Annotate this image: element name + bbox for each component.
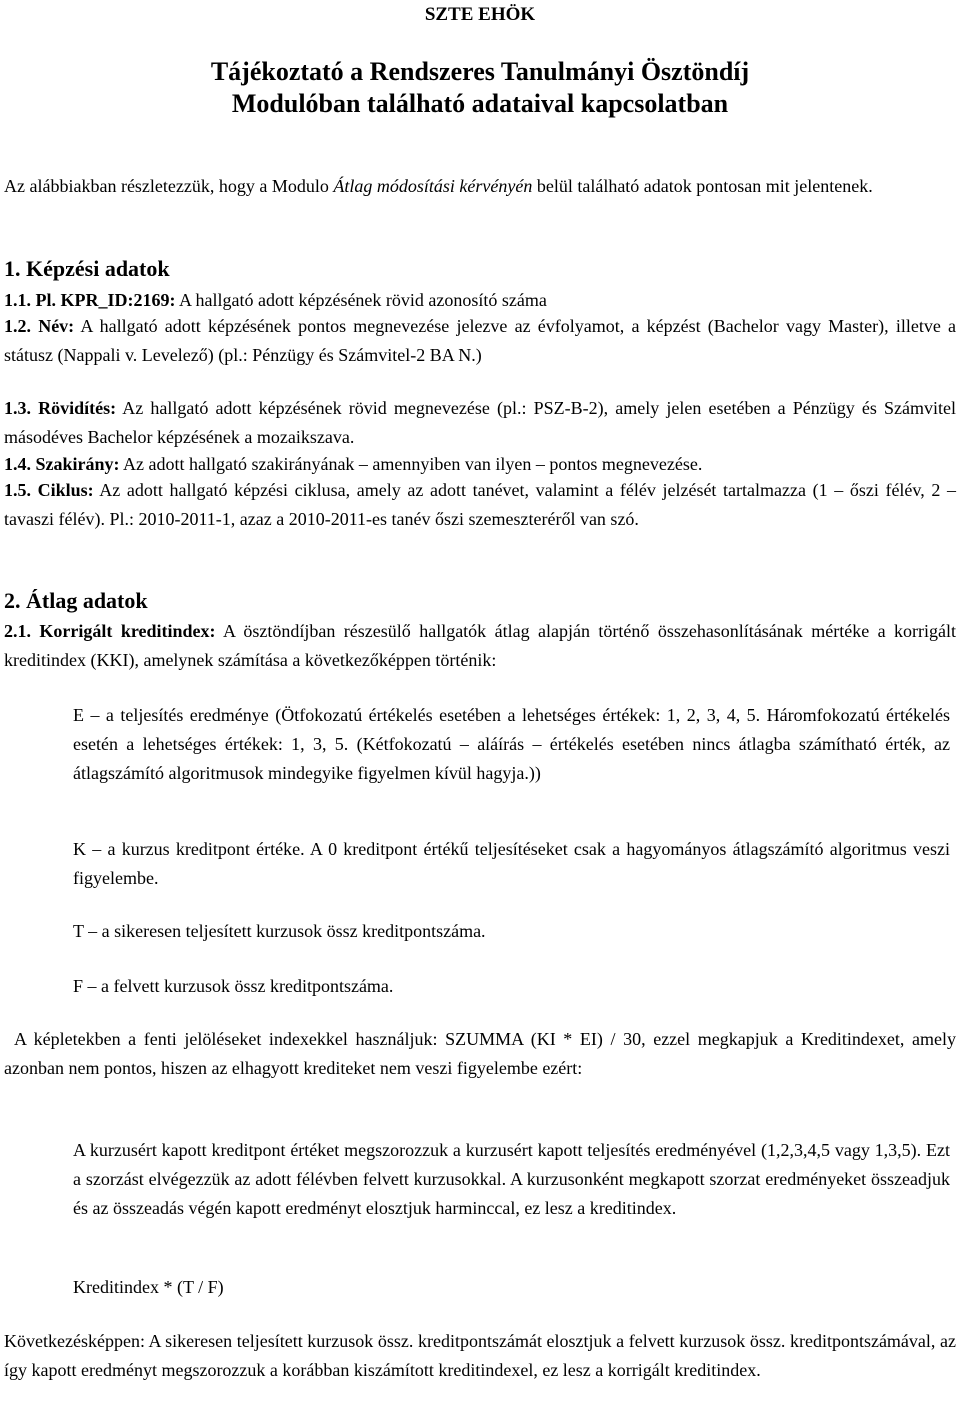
formula-corrected: Kreditindex * (T / F) (73, 1277, 224, 1297)
title-line-2: Modulóban található adataival kapcsolatban (231, 89, 729, 118)
item-2-1: 2.1. Korrigált kreditindex: A ösztöndíjban részesülő hallgatók átlag alapján történő összehasonlításának mértéke a korrigált kreditindex (KKI), amelynek számítása a következőképpen történik: (4, 621, 957, 670)
item-1-5: 1.5. Ciklus: Az adott hallgató képzési ciklusa, amely az adott tanévet, valamint a félév jelzését tartalmazza (1 – őszi félév, 2 – tavaszi félév). Pl.: 2010-2011-1, azaz a 2010-2011-es tanév őszi szemeszteréről van szó. (4, 480, 956, 529)
section-2-heading: 2. Átlag adatok (4, 588, 148, 613)
item-1-4: 1.4. Szakirány: Az adott hallgató szakirányának – amennyiben van ilyen – pontos megnevezése. (4, 454, 703, 474)
title-line-1: Tájékoztató a Rendszeres Tanulmányi Ösztöndíj (210, 57, 750, 86)
organization-name: SZTE EHÖK (424, 4, 536, 25)
item-1-3: 1.3. Rövidítés: Az hallgató adott képzésének rövid megnevezése (pl.: PSZ-B-2), amely jelen esetében a Pénzügy és Számvitel másodéves Bachelor képzésének a mozaikszava. (4, 398, 956, 447)
intro-paragraph: Az alábbiakban részletezzük, hogy a Modulo Átlag módosítási kérvényén belül található adatok pontosan mit jelentenek. (4, 176, 873, 196)
definition-t: T – a sikeresen teljesített kurzusok össz kreditpontszáma. (73, 921, 486, 941)
definition-f: F – a felvett kurzusok össz kreditpontszáma. (73, 976, 394, 996)
document-title (0, 56, 960, 120)
item-1-2: 1.2. Név: A hallgató adott képzésének pontos megnevezése jelezve az évfolyamot, a képzést (Bachelor vagy Master), illetve a státusz (Nappali v. Levelező) (pl.: Pénzügy és Számvitel-2 BA N.) (4, 316, 956, 365)
definition-k: K – a kurzus kreditpont értéke. A 0 kreditpont értékű teljesítéseket csak a hagyományos átlagszámító algoritmus veszi figyelembe. (73, 839, 950, 888)
item-1-1: 1.1. Pl. KPR_ID:2169: A hallgató adott képzésének rövid azonosító száma (4, 290, 547, 310)
formula-paragraph: A képletekben a fenti jelöléseket indexekkel használjuk: SZUMMA (KI * EI) / 30, ezzel megkapjuk a Kreditindexet, amely azonban nem pontos, hiszen az elhagyott krediteket nem veszi figyelembe ezért: (4, 1029, 956, 1078)
intro-italic-term: Átlag módosítási kérvényén (333, 176, 533, 196)
definition-e: E – a teljesítés eredménye (Ötfokozatú értékelés esetében a lehetséges értékek: 1, 2, 3, 4, 5. Háromfokozatú értékelés esetén a lehetséges értékek: 1, 3, 5. (Kétfokozatú – aláírás – értékelés esetében nincs átlagba számítható érték, az átlagszámító algoritmusok mindegyike figyelmen kívül hagyja.)) (73, 705, 950, 783)
conclusion-paragraph: Következésképpen: A sikeresen teljesített kurzusok össz. kreditpontszámát elosztjuk a felvett kurzusok össz. kreditpontszámával, az így kapott eredményt megszorozzuk a korábban kiszámított kreditindexel, ez lesz a korrigált kreditindex. (4, 1331, 956, 1380)
section-1-heading: 1. Képzési adatok (4, 256, 170, 281)
explanation-paragraph: A kurzusért kapott kreditpont értéket megszorozzuk a kurzusért kapott teljesítés eredményével (1,2,3,4,5 vagy 1,3,5). Ezt a szorzást elvégezzük az adott félévben felvett kurzusokkal. A kurzusonként megkapott szorzat eredményeket összeadjuk és az összeadás végén kapott eredményt elosztjuk harminccal, ez lesz a kreditindex. (73, 1140, 950, 1218)
